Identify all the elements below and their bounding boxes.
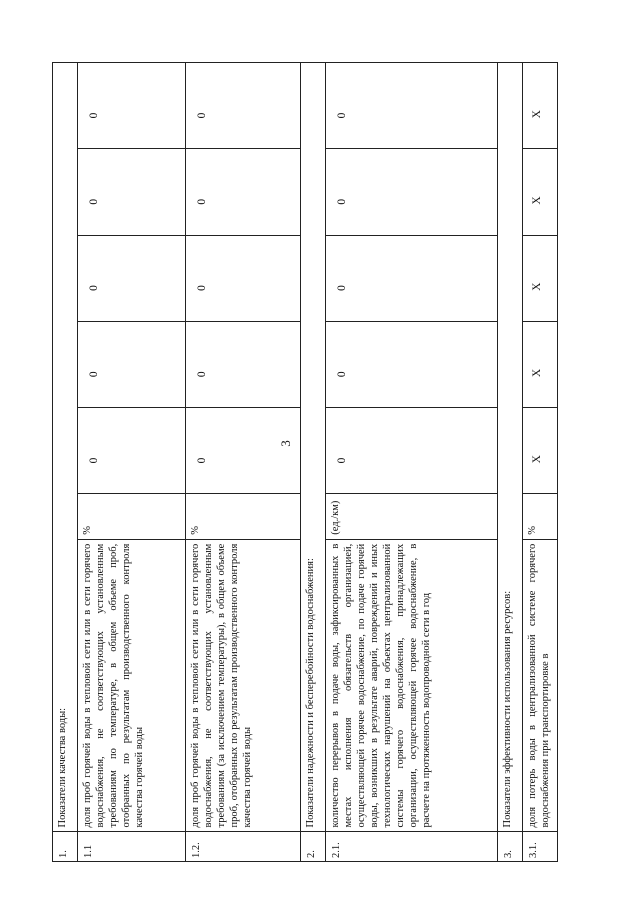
value-cell: 0 (186, 63, 301, 149)
table-row (326, 63, 498, 862)
section-title: Показатели качества воды: (53, 63, 78, 833)
indicator-name: доля потерь воды в централизованной системе горячего водоснабжения при транспортировке в (523, 539, 558, 832)
value-cell: 0 (326, 149, 498, 235)
value-cell: 0 (326, 321, 498, 407)
row-number: 1.2. (186, 832, 301, 862)
table-row (78, 63, 186, 862)
rotated-page (52, 62, 551, 862)
section-number: 3. (498, 832, 523, 862)
page-number: 3 (277, 440, 293, 447)
section-number: 1. (53, 832, 78, 862)
value-cell: 0 (326, 235, 498, 321)
value-cell: 0 (326, 63, 498, 149)
row-number: 3.1. (523, 832, 558, 862)
value-cell: 0 (186, 408, 301, 494)
unit-cell: % (78, 494, 186, 539)
value-cell: 0 (186, 149, 301, 235)
section-row (498, 63, 523, 862)
value-cell: 0 (78, 408, 186, 494)
unit-cell: % (523, 494, 558, 539)
value-cell: X (523, 63, 558, 149)
value-cell: 0 (78, 321, 186, 407)
value-cell: X (523, 149, 558, 235)
value-cell: X (523, 408, 558, 494)
indicator-name: количество перерывов в подаче воды, зафиксированных в местах исполнения обязательств организацией, осуществляющей горячее водоснабжение, по подаче горячей воды, возникших в результате аварий, повреждений и иных технологических нарушений на объектах централизованной системы горячего водоснабжения, принадлежащих организации, осуществляющей горячее водоснабжение, в расчете на протяженность водопроводной сети в год (326, 539, 498, 832)
section-title: Показатели надежности и бесперебойности водоснабжения: (301, 63, 326, 833)
value-cell: X (523, 235, 558, 321)
unit-cell: (ед./км) (326, 494, 498, 539)
section-row (301, 63, 326, 862)
table-row (186, 63, 301, 862)
value-cell: 0 (78, 63, 186, 149)
value-cell: X (523, 321, 558, 407)
indicator-name: доля проб горячей воды в тепловой сети или в сети горячего водоснабжения, не соответствующих установленным требованиям по температуре, в общем объеме проб, отобранных по результатам производственного контроля качества горячей воды (78, 539, 186, 832)
indicator-name: доля проб горячей воды в тепловой сети или в сети горячего водоснабжения, не соответствующих установленным требованиям (за исключением температуры), в общем объеме проб, отобранных по результатам производственного контроля качества горячей воды (186, 539, 301, 832)
value-cell: 0 (186, 321, 301, 407)
value-cell: 0 (78, 149, 186, 235)
section-title: Показатели эффективности использования ресурсов: (498, 63, 523, 833)
row-number: 2.1. (326, 832, 498, 862)
unit-cell: % (186, 494, 301, 539)
table-row (523, 63, 558, 862)
row-number: 1.1 (78, 832, 186, 862)
value-cell: 0 (186, 235, 301, 321)
indicators-table (52, 62, 558, 862)
value-cell: 0 (326, 408, 498, 494)
value-cell: 0 (78, 235, 186, 321)
section-number: 2. (301, 832, 326, 862)
section-row (53, 63, 78, 862)
